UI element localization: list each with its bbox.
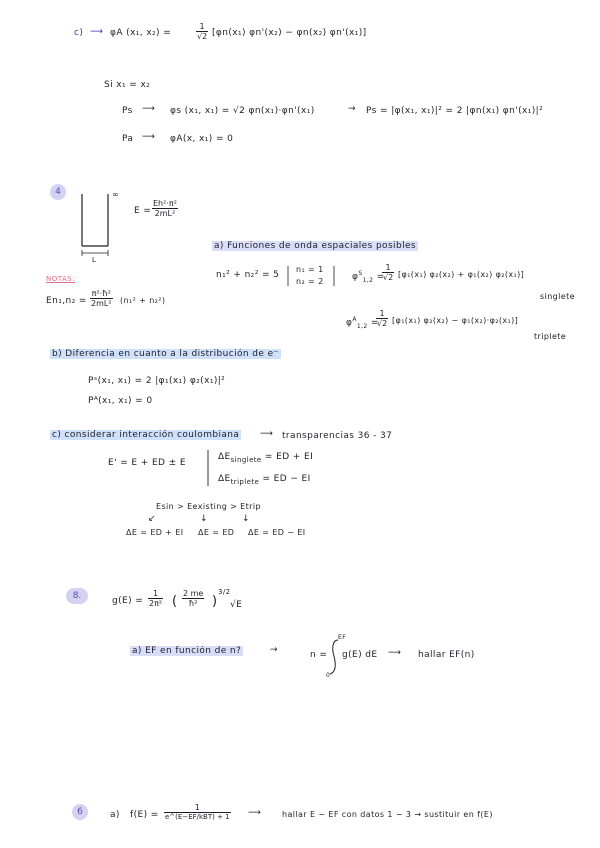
problem-number-badge: 4 — [50, 184, 66, 200]
transparencias-text: transparencias 36 - 37 — [282, 431, 393, 441]
condition-text: Si x₁ = x₂ — [104, 80, 151, 90]
well-width-label: L — [92, 256, 97, 264]
psi-a-body: [φ₁(x₁) φ₂(x₂) − φ₁(x₂)·φ₂(x₁)] — [392, 316, 519, 325]
result-triplete: ΔE = ED − EI — [248, 528, 306, 537]
e-prime-formula: E' = E + ED ± E — [108, 458, 186, 468]
energy-fraction: $\frac{\text{Eh²·π²}}{\text{2mL²}}$ — [153, 199, 177, 218]
psi-s-symbol: $\varphi^S_{1,2}$ = — [352, 270, 385, 284]
notas-label: NOTAS: — [46, 275, 76, 283]
close-paren: ) — [212, 594, 218, 609]
singlete-label: singlete — [540, 292, 575, 301]
arrow-down-icon: ↓ — [242, 514, 250, 524]
ps-b-formula: Pˢ(x₁, x₁) = 2 |φ₁(x₁) φ₂(x₁)|² — [88, 376, 226, 386]
problem-number-badge: 8. — [66, 588, 88, 604]
delta-e-triplete: $\Delta E_{triplete}$ = ED − EI — [218, 474, 311, 486]
psi-a-fraction: $\frac{1}{√2}$ — [377, 309, 388, 328]
energy-lhs: E = — [134, 206, 152, 216]
arrow-down-left-icon: ↙ — [148, 514, 156, 524]
result-singlete: ΔE = ED + EI — [126, 528, 184, 537]
n-equation: n = — [310, 650, 328, 660]
part-b-heading: b) Diferencia en cuanto a la distribución de e⁻ — [52, 349, 279, 359]
n2-value: n₂ = 2 — [296, 277, 324, 286]
energy-order: Esin > Eexisting > Etrip — [156, 502, 261, 511]
problem-number-badge: 6 — [72, 804, 88, 820]
g-exponent: 3/2 — [218, 588, 231, 596]
arrow-icon: ⟶ — [260, 429, 274, 439]
part-c1-label: c) — [74, 28, 84, 38]
problem6-text: hallar E − EF con datos 1 − 3 → sustituir en f(E) — [282, 810, 493, 819]
part-c1-fraction: $\frac{1}{√2}$ — [197, 22, 208, 41]
pa-formula: φA(x, x₁) = 0 — [170, 134, 234, 144]
arrow-icon: ⟶ — [388, 648, 402, 658]
psi-s-body: [φ₁(x₁) φ₂(x₂) + φ₁(x₂) φ₂(x₁)] — [398, 270, 525, 279]
part-a8-heading: a) EF en función de n? — [132, 646, 242, 656]
ps-label: Ps — [122, 106, 133, 116]
pa-b-formula: Pᴬ(x₁, x₁) = 0 — [88, 396, 153, 406]
en-fraction: $\frac{\text{π²·ħ²}}{\text{2mL²}}$ — [91, 289, 112, 308]
ps-result: Ps = |φ(x₁, x₁)|² = 2 |φn(x₁) φn'(x₁)|² — [366, 106, 544, 116]
arrow-icon: ⟶ — [142, 132, 156, 142]
hallar-text: hallar EF(n) — [418, 650, 475, 660]
psi-a-symbol: $\varphi^A_{1,2}$ = — [346, 316, 379, 330]
open-paren: ( — [172, 594, 178, 609]
part-a-heading: a) Funciones de onda espaciales posibles — [214, 241, 416, 251]
en-rhs: (n₁² + n₂²) — [120, 296, 166, 305]
integral-upper: EF — [338, 634, 347, 641]
g-rhs: √E — [230, 600, 243, 610]
infinity-label: ∞ — [112, 190, 120, 199]
g-lhs: g(E) = — [112, 596, 144, 606]
arrow-icon: ⟶ — [90, 27, 104, 37]
fermi-dirac-fraction: 1 e^(E−EF/kBT) + 1 — [165, 803, 230, 821]
arrow-icon: → — [270, 645, 278, 655]
ps-formula: φs (x₁, x₁) = √2 φn(x₁)·φn'(x₁) — [170, 106, 315, 116]
quantum-equation: n₁² + n₂² = 5 — [216, 270, 280, 280]
delta-e-singlete: $\Delta E_{singlete}$ = ED + EI — [218, 452, 314, 464]
g-fraction: $\frac{1}{\text{2π²}}$ — [149, 589, 163, 608]
arrow-icon: ⟶ — [142, 104, 156, 114]
integral-lower: 0 — [326, 672, 331, 679]
integrand: g(E) dE — [342, 650, 378, 660]
f-lhs: f(E) = — [130, 810, 159, 820]
arrow-down-icon: ↓ — [200, 514, 208, 524]
psi-s-fraction: $\frac{1}{√2}$ — [383, 263, 394, 282]
arrow-icon: ⟶ — [248, 808, 262, 818]
part-c-heading: c) considerar interacción coulombiana — [52, 430, 240, 440]
arrow-icon: → — [348, 104, 356, 114]
part-c1-formula: φA (x₁, x₂) = — [110, 28, 172, 38]
pa-label: Pa — [122, 134, 134, 144]
n1-value: n₁ = 1 — [296, 265, 324, 274]
g-mid-fraction: $\frac{2 me}{\text{ħ²}}$ — [183, 589, 204, 608]
result-existing: ΔE = ED — [198, 528, 235, 537]
part-a6-label: a) — [110, 810, 120, 820]
part-c1-bracket: [φn(x₁) φn'(x₂) − φn(x₂) φn'(x₁)] — [212, 28, 367, 38]
en-lhs: En₁,n₂ = — [46, 296, 87, 306]
triplete-label: triplete — [534, 332, 567, 341]
